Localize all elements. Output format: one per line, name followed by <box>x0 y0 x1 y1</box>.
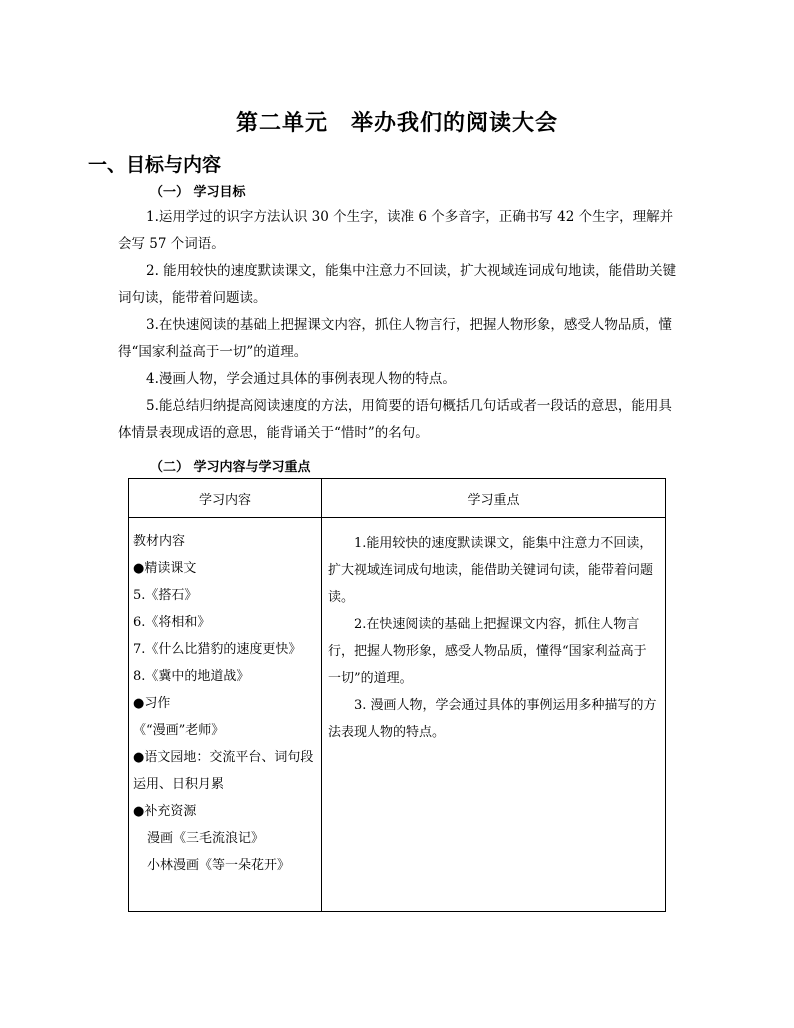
list-item: ●补充资源 <box>133 804 197 819</box>
goal-paragraph-2: 2. 能用较快的速度默读课文，能集中注意力不回读，扩大视域连词成句地读，能借助关键词句读，能带着问题读。 <box>118 263 677 306</box>
list-item: ●语文园地：交流平台、词句段运用、日积月累 <box>133 750 314 792</box>
list-item: ●习作 <box>133 696 171 711</box>
list-item: 2.在快速阅读的基础上把握课文内容，抓住人物言行，把握人物形象，感受人物品质，懂得“国家利益高于一切”的道理。 <box>328 617 647 686</box>
table-row <box>129 518 666 912</box>
content-heading: （二） 学习内容与学习重点 <box>150 460 311 475</box>
list-item: 教材内容 <box>133 534 186 549</box>
goals-heading: （一） 学习目标 <box>150 185 246 200</box>
list-item: 5.《搭石》 <box>133 588 198 603</box>
list-item: 7.《什么比猎豹的速度更快》 <box>133 642 302 657</box>
list-item: 1.能用较快的速度默读课文，能集中注意力不回读，扩大视域连词成句地读，能借助关键词句读，能带着问题读。 <box>328 536 654 605</box>
list-item: 漫画《三毛流浪记》 <box>147 831 265 846</box>
header-learning-focus: 学习重点 <box>322 479 666 518</box>
learning-plan-table <box>128 478 666 912</box>
table-header-row <box>129 479 666 518</box>
learning-content-list <box>129 518 321 879</box>
goal-paragraph-3: 3.在快速阅读的基础上把握课文内容，抓住人物言行，把握人物形象，感受人物品质，懂得“国家利益高于一切”的道理。 <box>118 317 672 360</box>
list-item: 6.《将相和》 <box>133 615 211 630</box>
learning-focus-list <box>322 518 665 746</box>
list-item: 3. 漫画人物，学会通过具体的事例运用多种描写的方法表现人物的特点。 <box>328 698 657 740</box>
learning-focus-cell <box>322 518 666 912</box>
list-item: ●精读课文 <box>133 561 197 576</box>
list-item: 小林漫画《等一朵花开》 <box>147 858 291 873</box>
document-title: 第二单元 举办我们的阅读大会 <box>235 111 558 136</box>
goal-paragraph-1: 1.运用学过的识字方法认识 30 个生字，读准 6 个多音字，正确书写 42 个生字，理解并会写 57 个词语。 <box>118 209 674 252</box>
list-item: 8.《冀中的地道战》 <box>133 669 250 684</box>
header-learning-content: 学习内容 <box>129 479 322 518</box>
goal-paragraph-4: 4.漫画人物，学会通过具体的事例表现人物的特点。 <box>146 371 456 387</box>
section-heading: 一、目标与内容 <box>88 154 222 176</box>
list-item: 《“漫画”老师》 <box>133 723 225 738</box>
learning-content-cell <box>129 518 322 912</box>
goal-paragraph-5: 5.能总结归纳提高阅读速度的方法，用简要的语句概括几句话或者一段话的意思，能用具体情景表现成语的意思，能背诵关于“惜时”的名句。 <box>118 398 672 441</box>
